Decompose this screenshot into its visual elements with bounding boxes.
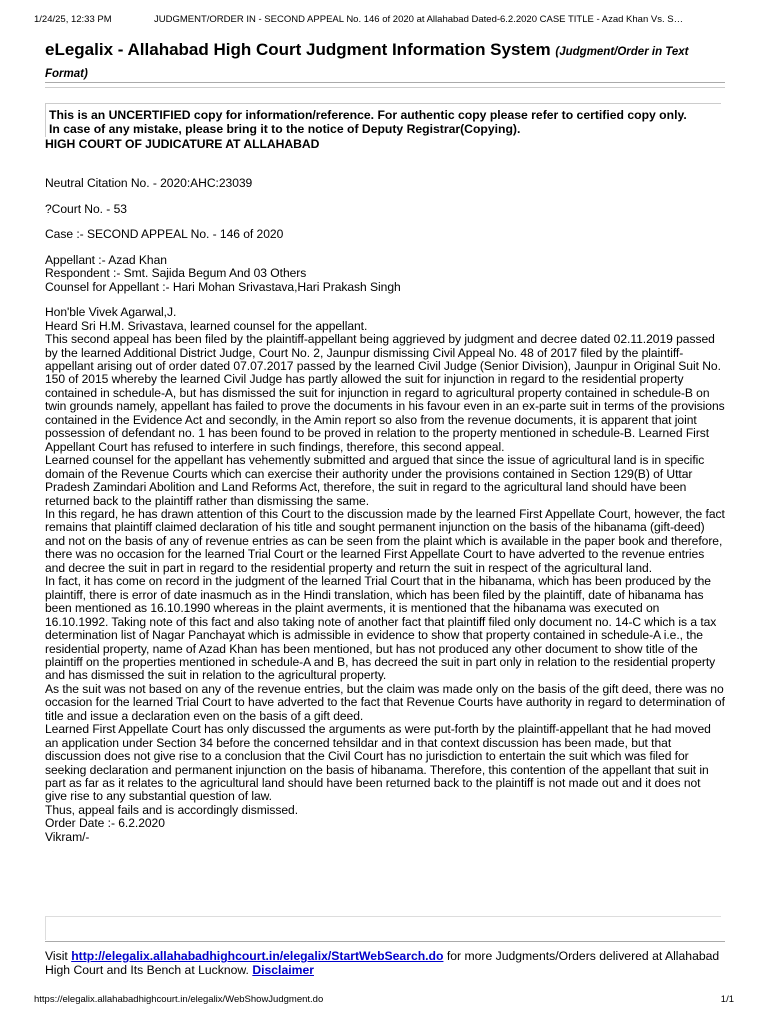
neutral-citation: Neutral Citation No. - 2020:AHC:23039 xyxy=(45,176,253,191)
search-link[interactable]: http://elegalix.allahabadhighcourt.in/elegalix/StartWebSearch.do xyxy=(71,949,444,963)
divider xyxy=(45,941,725,942)
judgment-paragraph: Thus, appeal fails and is accordingly dismissed. xyxy=(45,802,299,817)
court-number: ?Court No. - 53 xyxy=(45,201,127,216)
respondent: Respondent :- Smt. Sajida Begum And 03 Others xyxy=(45,266,307,281)
judgment-paragraph: As the suit was not based on any of the revenue entries, but the claim was made only on the basis of the gift deed, there was no occasion for the learned Trial Court to have adverted to the fact that Revenue Courts have authority in regard to determination of title and issue a declaration even on the basis of a gift deed. xyxy=(45,681,725,723)
court-name: HIGH COURT OF JUDICATURE AT ALLAHABAD xyxy=(45,137,320,151)
empty-panel xyxy=(45,916,721,940)
judgment-body xyxy=(45,138,725,844)
disclaimer-link[interactable]: Disclaimer xyxy=(252,963,314,977)
uncertified-notice xyxy=(45,103,721,137)
judgment-paragraph: This second appeal has been filed by the plaintiff-appellant being aggrieved by judgment and decree dated 02.11.2019 passed by the learned Additional District Judge, Court No. 2, Jaunpur dismissing Civil Appeal No. 48 of 2017 filed by the plaintiff-appellant arising out of order dated 07.07.2017 passed by the learned Civil Judge (Senior Division), Jaunpur in Original Suit No. 150 of 2015 whereby the learned Civil Judge has partly allowed the suit for injunction in regard to the residential property contained in schedule-A, but has dismissed the suit for injunction in regard to agricultural property contained in schedule-B on twin grounds namely, appellant has failed to prove the documents in his favour even in an ex-parte suit in terms of the provisions contained in the Evidence Act and secondly, in the Amin report so also from the revenue documents, it is apparent that joint possession of defendant no. 1 has been found to be proved in relation to the property mentioned in schedule-B. Learned First Appellant Court has refused to interfere in such findings, therefore, this second appeal. xyxy=(45,332,725,454)
print-url: https://elegalix.allahabadhighcourt.in/elegalix/WebShowJudgment.do xyxy=(34,994,324,1005)
page-subtitle: (Judgment/Order in Text Format) xyxy=(45,46,689,80)
print-title: JUDGMENT/ORDER IN - SECOND APPEAL No. 146 of 2020 at Allahabad Dated-6.2.2020 CASE TITLE - Azad Khan Vs. S… xyxy=(154,14,684,25)
judgment-paragraph: In this regard, he has drawn attention of this Court to the discussion made by the learned First Appellate Court, however, the fact remains that plaintiff claimed declaration of his title and sought permanent injunction on the basis of the hibanama (gift-deed) and not on the basis of any of revenue entries as can be seen from the plaint which is available in the paper book and therefore, there was no occasion for the learned Trial Court or the learned First Appellate Court to have adverted to the revenue entries and decree the suit in part in regard to the residential property and return the suit in respect of the agricultural land. xyxy=(45,506,725,575)
footer-visit xyxy=(45,949,725,977)
divider xyxy=(45,87,725,88)
judgment-paragraph: In fact, it has come on record in the judgment of the learned Trial Court that in the hibanama, which has been produced by the plaintiff, there is error of date inasmuch as in the Hindi translation, which has been filed by the plaintiff, date of hibanama has been mentioned as 16.10.1990 whereas in the plaint averments, it is mentioned that the hibanama was executed on 16.10.1992. Taking note of this fact and also taking note of another fact that plaintiff filed only document no. 14-C which is a tax determination list of Nagar Panchayat which is admissible in evidence to show that property contained in schedule-A i.e., the residential property, name of Azad Khan has been mentioned, but has not produced any other document to show title of the plaintiff on the properties mentioned in schedule-A and B, has decreed the suit in part only in relation to the residential property and has dismissed the suit in relation to the agricultural property. xyxy=(45,574,717,683)
notice-line-1: This is an UNCERTIFIED copy for information/reference. For authentic copy please refer to certified copy only. xyxy=(49,108,687,122)
print-footer xyxy=(34,994,734,1005)
counsel-for-appellant: Counsel for Appellant :- Hari Mohan Srivastava,Hari Prakash Singh xyxy=(45,279,401,294)
judgment-paragraph: Learned First Appellate Court has only discussed the arguments as were put-forth by the plaintiff-appellant that he had moved an application under Section 34 before the concerned tehsildar and in that context discussion has been made, but that discussion does not give rise to a conclusion that the Civil Court has no jurisdiction to entertain the suit which was filed for seeking declaration and permanent injunction on the basis of hibanama. Therefore, this contention of the appellant that suit in part as far as it relates to the agricultural land should have been returned back to the plaintiff is not made out and it does not give rise to any substantial question of law. xyxy=(45,722,711,804)
visit-label: Visit xyxy=(45,949,68,963)
print-datetime: 1/24/25, 12:33 PM xyxy=(34,14,112,25)
judgment-paragraph: Learned counsel for the appellant has vehemently submitted and argued that since the issue of agricultural land is in specific domain of the Revenue Courts which can exercise their authority under the provisions contained in Section 129(B) of Uttar Pradesh Zamindari Abolition and Land Reforms Act, therefore, the suit in regard to the agricultural land should have been returned back to the plaintiff rather than dismissing the same. xyxy=(45,453,705,508)
judge-name: Hon'ble Vivek Agarwal,J. xyxy=(45,305,177,320)
case-number: Case :- SECOND APPEAL No. - 146 of 2020 xyxy=(45,227,284,242)
page-title xyxy=(45,40,723,84)
page-title-text: eLegalix - Allahabad High Court Judgment Information System xyxy=(45,40,551,59)
page-number: 1/1 xyxy=(720,994,734,1005)
print-header xyxy=(34,14,734,25)
signature: Vikram/- xyxy=(45,829,90,844)
order-date: Order Date :- 6.2.2020 xyxy=(45,816,165,831)
notice-line-2: In case of any mistake, please bring it to the notice of Deputy Registrar(Copying). xyxy=(49,121,521,136)
divider xyxy=(45,82,725,83)
appellant: Appellant :- Azad Khan xyxy=(45,252,167,267)
judgment-paragraph: Heard Sri H.M. Srivastava, learned counsel for the appellant. xyxy=(45,318,368,333)
visit-description: for more Judgments/Orders delivered at Allahabad High Court and Its Bench at Lucknow. xyxy=(45,949,720,977)
